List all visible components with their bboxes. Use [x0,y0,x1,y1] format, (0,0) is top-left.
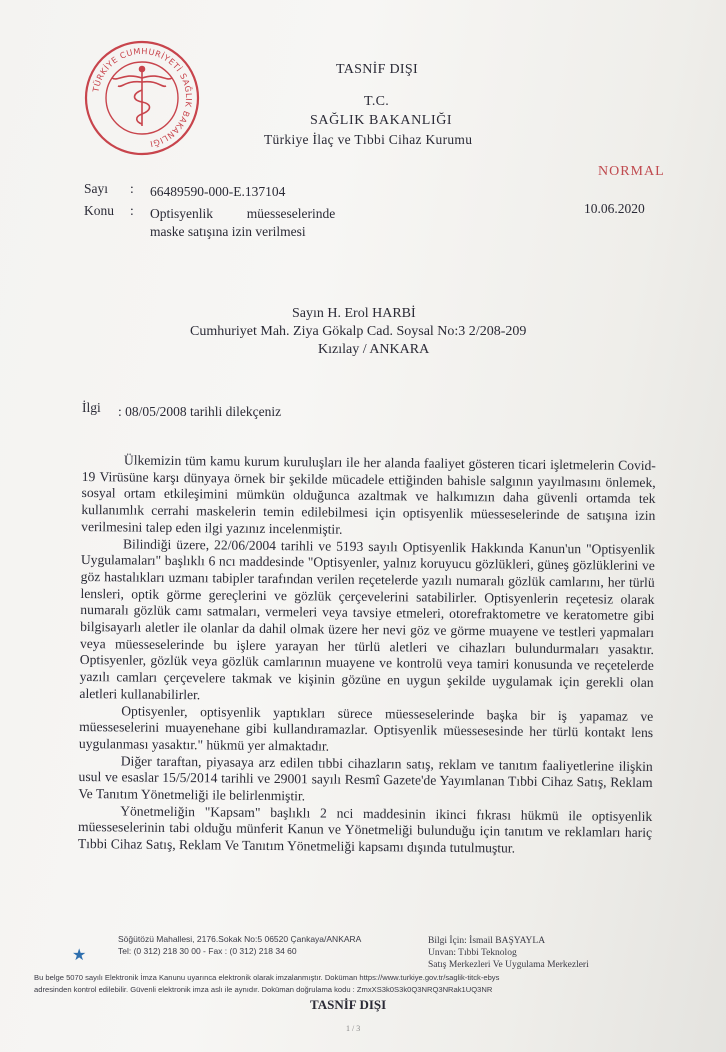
konu-line-2: maske satışına izin verilmesi [150,224,306,239]
footer-contact-dept: Satış Merkezleri Ve Uygulama Merkezleri [428,960,589,970]
esign-notice-2: adresinden kontrol edilebilir. Güvenli elektronik imza aslı ile aynıdır. Doküman doğrulama kodu : ZmxXS3k0S3k0Q3NRQ3NRak1UQ3NR [34,985,493,994]
ministry-seal [82,38,202,158]
footer-address: Söğütözü Mahallesi, 2176.Sokak No:5 06520 Çankaya/ANKARA [118,934,362,944]
recipient-address-2: Kızılay / ANKARA [318,342,430,357]
country-heading: T.C. [364,94,390,109]
agency-heading: Türkiye İlaç ve Tıbbi Cihaz Kurumu [264,132,473,147]
esign-notice-1: Bu belge 5070 sayılı Elektronik İmza Kanunu uyarınca elektronik olarak imzalanmıştır. Doküman https://www.turkiye.gov.tr/saglik-titck-ebys [34,973,500,982]
ilgi-label: İlgi [82,400,101,415]
seal-ring-text: TÜRKİYE CUMHURİYETİ SAĞLIK BAKANLIĞI [90,45,195,150]
konu-label: Konu [84,203,114,218]
footer-contact-title: Unvan: Tıbbi Teknolog [428,948,517,958]
footer-phone: Tel: (0 312) 218 30 00 - Fax : (0 312) 218 34 60 [118,946,297,956]
sayi-colon: : [130,181,134,196]
classification-bottom: TASNİF DIŞI [310,997,387,1012]
body-paragraph-5: Yönetmeliğin "Kapsam" başlıklı 2 nci maddesinin ikinci fıkrası hükmü ile optisyenlik müesseselerinin tabi olduğu münferit Kanun ve Yönetmeliği bulunduğu için tanıtım ve reklamları hariç Tıbbi Cihaz Satış, Reklam Ve Tanıtım Yönetmeliği kapsamı dışında tutulmuştur. [77,803,653,856]
body-paragraph-2: Bilindiği üzere, 22/06/2004 tarihli ve 5193 sayılı Optisyenlik Hakkında Kanun'un "Optisyenlik Uygulamaları" başlıklı 6 ncı maddesinde "Optisyenler, yalnız koruyucu gözlükleri, güneş gözlüklerini ve göz hastalıkları uzmanı tabipler tarafından verilen reçetelerde yazılı numaralı gözlük camlarını, her türlü lensleri, optik görme gereçlerini ve gözlük çerçevelerini satabilirler. Optisyenlerin reçetesiz olarak numaralı gözlük camı satmaları, vermeleri veya tavsiye etmeleri, otorefraktometre ve keratometre gibi bilgisayarlı aletler ile olanlar da dahil olmak üzere her nevi göz ve görme muayene ve testleri yapmaları veya müesseselerinde bu işlere yarayan her türlü aletleri ve cihazları bulundurmaları yasaktır. Optisyenler, gözlük veya gözlük camlarının muayene ve kontrolü veya tamiri konusunda ve reçetelerde yazılı camları çerçevelere takmak ve kişinin gözüne en uygun şekilde uygulamak için gerekli olan aletleri kullanabilirler. [79,535,656,703]
body-paragraph-1: Ülkemizin tüm kamu kurum kuruluşları ile her alanda faaliyet gösteren ticari işletmelerin Covid- 19 Virüsüne karşı dünyaya örnek bir şekilde mücadele ettiğinden bahisle salgının yayılmasını önlemek, sosyal ortam etkileşimini mümkün olduğunca azaltmak ve halkımızın daha güvenli ortamda tek kullanımlık cerrahi maskelerin temin edilebilmesi için optisyenlik müesseselerinde de satışına izin verilmesini talep eden ilgi yazınız incelenmiştir. [81,452,656,537]
priority-label: NORMAL [598,164,665,179]
konu-line-1: Optisyenlik müesseselerinde [150,206,336,221]
letter-body [78,452,656,859]
sayi-label: Sayı [84,181,109,196]
sayi-value: 66489590-000-E.137104 [150,184,286,199]
ilgi-value: : 08/05/2008 tarihli dilekçeniz [118,404,282,419]
star-icon: ★ [72,947,87,964]
page-number: 1 / 3 [346,1024,361,1033]
body-paragraph-3: Optisyenler, optisyenlik yaptıkları sürece müesseselerinde başka bir iş yapamaz ve müesseselerini muayenehane gibi kullandıramazlar. Optisyenlik müessesesinde her türlü kontakt lens uygulanması yasaktır." hükmü yer almaktadır. [78,702,654,754]
document-date: 10.06.2020 [584,201,645,216]
recipient-name: Sayın H. Erol HARBİ [292,306,416,321]
recipient-address-1: Cumhuriyet Mah. Ziya Gökalp Cad. Soysal No:3 2/208-209 [190,324,527,339]
konu-colon: : [130,203,134,218]
ministry-heading: SAĞLIK BAKANLIĞI [310,113,453,128]
classification-top: TASNİF DIŞI [336,62,418,77]
body-paragraph-4: Diğer taraftan, piyasaya arz edilen tıbbi cihazların satış, reklam ve tanıtım faaliyetlerine ilişkin usul ve esaslar 15/5/2014 tarihli ve 29001 sayılı Resmî Gazete'de Yayımlanan Tıbbi Cihaz Satış, Reklam Ve Tanıtım Yönetmeliği ile belirlenmiştir. [78,753,653,804]
caduceus-icon [112,67,172,127]
footer-contact-name: Bilgi İçin: İsmail BAŞYAYLA [428,936,546,946]
